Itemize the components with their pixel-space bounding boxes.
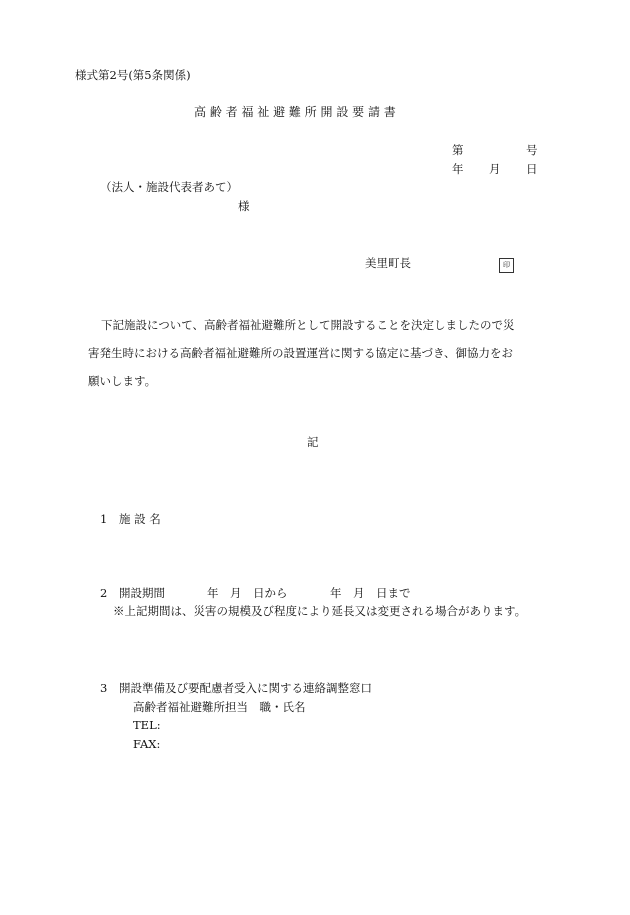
item-2-label: 開設期間 — [119, 586, 165, 600]
doc-number-suffix: 号 — [526, 143, 538, 157]
date-day: 日 — [526, 162, 538, 176]
period-to: 年 月 日まで — [330, 586, 411, 600]
contact-tel: TEL: — [133, 718, 161, 732]
body-line-2: 害発生時における高齢者福祉避難所の設置運営に関する協定に基づき、御協力をお — [88, 346, 514, 360]
item-3-number: 3 — [100, 681, 108, 695]
period-note: ※上記期間は、災害の規模及び程度により延長又は変更される場合があります。 — [113, 604, 527, 618]
contact-fax: FAX: — [133, 737, 161, 751]
ki-heading: 記 — [307, 435, 319, 449]
contact-person: 高齢者福祉避難所担当 職・氏名 — [133, 700, 306, 714]
item-3-label: 開設準備及び要配慮者受入に関する連絡調整窓口 — [119, 681, 372, 695]
body-line-3: 願いします。 — [88, 374, 157, 388]
addressee-line: （法人・施設代表者あて） — [100, 180, 238, 194]
doc-number-prefix: 第 — [452, 143, 464, 157]
item-1-number: 1 — [100, 512, 108, 526]
date-year: 年 — [452, 162, 464, 176]
body-line-1: 下記施設について、高齢者福祉避難所として開設することを決定しましたので災 — [101, 318, 515, 332]
sender-name: 美里町長 — [365, 256, 411, 270]
period-from: 年 月 日から — [207, 586, 288, 600]
seal-mark: 印 — [499, 258, 514, 273]
form-label: 様式第2号(第5条関係) — [75, 68, 191, 82]
item-2-number: 2 — [100, 586, 108, 600]
addressee-honorific: 様 — [238, 199, 250, 213]
date-month: 月 — [489, 162, 501, 176]
item-1-label: 施 設 名 — [119, 512, 161, 526]
document-title: 高 齢 者 福 祉 避 難 所 開 設 要 請 書 — [194, 105, 396, 119]
